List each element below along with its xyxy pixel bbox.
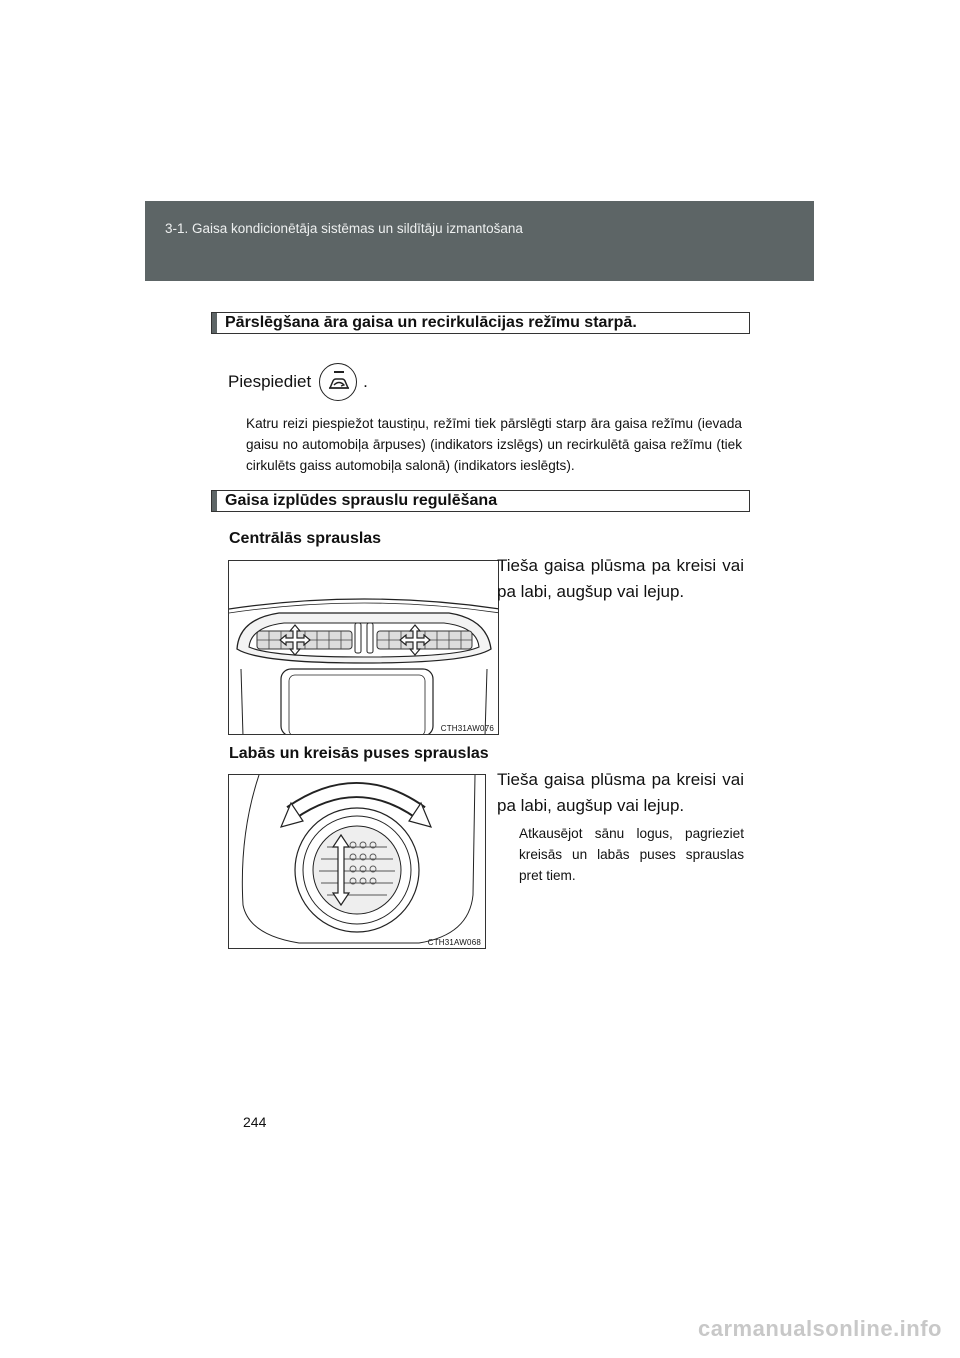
heading-accent-tab: [212, 313, 217, 333]
page-number: 244: [243, 1114, 267, 1130]
figure-code: CTH31AW076: [440, 724, 494, 733]
central-vent-figure: [228, 560, 499, 735]
section-heading-vents: [211, 490, 750, 512]
side-vents-text: Tieša gaisa plūsma pa kreisi vai pa labi, augšup vai lejup.: [497, 770, 744, 815]
watermark: carmanualsonline.info: [698, 1316, 942, 1341]
press-suffix: .: [363, 372, 368, 391]
figure-code: CTH31AW068: [427, 938, 481, 947]
section-heading-text: Pārslēgšana āra gaisa un recirkulācijas režīmu starpā.: [225, 314, 637, 331]
press-prefix: Piespiediet: [228, 372, 312, 391]
central-vents-text: Tieša gaisa plūsma pa kreisi vai pa labi, augšup vai lejup.: [497, 556, 744, 601]
section-heading-text: Gaisa izplūdes sprauslu regulēšana: [225, 492, 498, 509]
section-heading-recirculation: [211, 312, 750, 334]
side-vents-note: Atkausējot sānu logus, pagrieziet kreisās un labās puses sprauslas pret tiem.: [519, 826, 744, 883]
side-vent-figure: [228, 774, 486, 949]
side-vent-illustration: [229, 775, 486, 949]
recirculation-button-icon: [319, 363, 357, 401]
press-instruction: [228, 362, 368, 402]
central-vents-label: Centrālās sprauslas: [229, 530, 382, 547]
heading-accent-tab: [212, 491, 217, 511]
chapter-header-bar: [145, 201, 814, 281]
chapter-section-title: 3-1. Gaisa kondicionētāja sistēmas un sildītāju izmantošana: [165, 221, 523, 236]
central-vent-illustration: [229, 561, 499, 735]
recirculation-description: Katru reizi piespiežot taustiņu, režīmi tiek pārslēgti starp āra gaisa režīmu (ievada gaisu no automobiļa ārpuses) (indikators izslēgs) un recirkulētā gaisa režīmu (tiek cirkulēts gaiss automobiļa salonā) (indikators ieslēgts).: [246, 416, 742, 473]
side-vents-label: Labās un kreisās puses sprauslas: [229, 745, 489, 762]
